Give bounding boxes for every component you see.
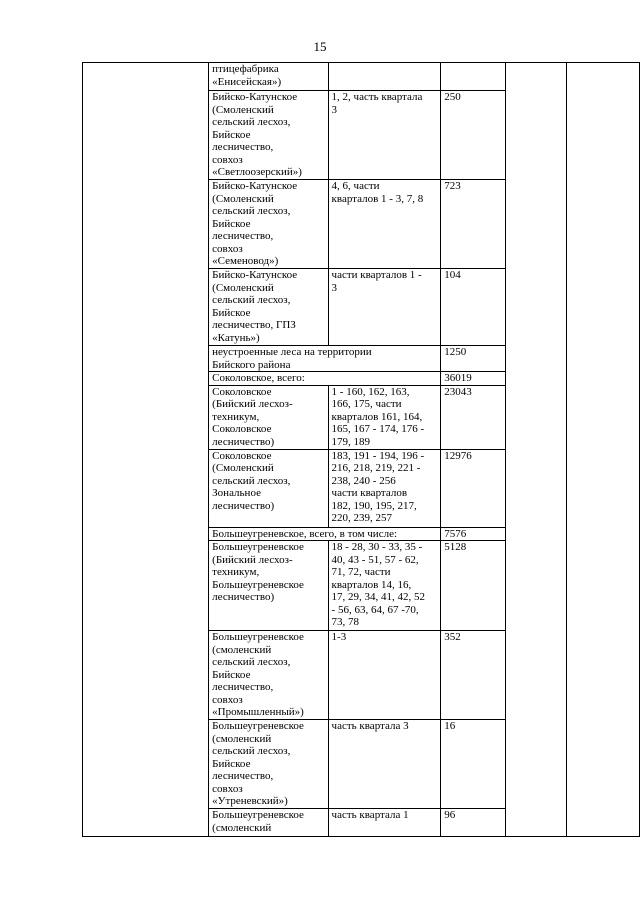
table-cell-area: 23043 — [441, 385, 506, 449]
table-cell-forest-name: неустроенные леса на территории Бийского района — [209, 346, 441, 372]
table-cell-area: 352 — [441, 631, 506, 720]
table-cell-area: 250 — [441, 91, 506, 180]
table-cell-forest-name: Большеугреневское (смоленский — [209, 809, 328, 837]
table-cell-forest-name: птицефабрика «Енисейская») — [209, 63, 328, 91]
table-cell-area: 36019 — [441, 372, 506, 386]
table-cell-area: 7576 — [441, 527, 506, 541]
table-cell-quarters: 18 - 28, 30 - 33, 35 - 40, 43 - 51, 57 - 62, 71, 72, части кварталов 14, 16, 17, 29, 34, 41, 42, 52 - 56, 63, 64, 67 -70, 73, 78 — [328, 541, 441, 631]
table-cell-area: 12976 — [441, 449, 506, 527]
table-cell-forest-name: Большеугреневское, всего, в том числе: — [209, 527, 441, 541]
table-cell-quarters — [328, 63, 441, 91]
left-empty-cell — [83, 63, 209, 837]
table-cell-area: 96 — [441, 809, 506, 837]
table-cell-quarters: 1-3 — [328, 631, 441, 720]
table-cell-quarters: часть квартала 1 — [328, 809, 441, 837]
table-cell-area: 1250 — [441, 346, 506, 372]
table-cell-quarters: части кварталов 1 - 3 — [328, 269, 441, 346]
table-cell-forest-name: Бийско-Катунское (Смоленский сельский лесхоз, Бийское лесничество, совхоз «Светлоозерский») — [209, 91, 328, 180]
table-cell-forest-name: Большеугреневское (смоленский сельский лесхоз, Бийское лесничество, совхоз «Промышленный») — [209, 631, 328, 720]
page-number: 15 — [313, 39, 327, 54]
table-cell-forest-name: Большеугреневское (смоленский сельский лесхоз, Бийское лесничество, совхоз «Утреневский») — [209, 720, 328, 809]
table-cell-area: 16 — [441, 720, 506, 809]
table-cell-forest-name: Большеугреневское (Бийский лесхоз- техникум, Большеугреневское лесничество) — [209, 541, 328, 631]
table-cell-area — [441, 63, 506, 91]
table-cell-quarters: часть квартала 3 — [328, 720, 441, 809]
right-empty-cell — [566, 63, 639, 837]
table-cell-quarters: 4, 6, части кварталов 1 - 3, 7, 8 — [328, 180, 441, 269]
table-row — [83, 63, 640, 91]
table-cell-forest-name: Соколовское (Бийский лесхоз- техникум, Соколовское лесничество) — [209, 385, 328, 449]
table-cell-quarters: 183, 191 - 194, 196 - 216, 218, 219, 221 - 238, 240 - 256 части кварталов 182, 190, 195, 217, 220, 239, 257 — [328, 449, 441, 527]
table-cell-forest-name: Бийско-Катунское (Смоленский сельский лесхоз, Бийское лесничество, совхоз «Семеновод») — [209, 180, 328, 269]
empty-column-cell — [505, 63, 566, 837]
table-cell-forest-name: Бийско-Катунское (Смоленский сельский лесхоз, Бийское лесничество, ГПЗ «Катунь») — [209, 269, 328, 346]
table-cell-area: 104 — [441, 269, 506, 346]
table-cell-forest-name: Соколовское, всего: — [209, 372, 441, 386]
table-cell-area: 723 — [441, 180, 506, 269]
table-cell-forest-name: Соколовское (Смоленский сельский лесхоз, Зональное лесничество) — [209, 449, 328, 527]
table-cell-area: 5128 — [441, 541, 506, 631]
table-cell-quarters: 1, 2, часть квартала 3 — [328, 91, 441, 180]
table-cell-quarters: 1 - 160, 162, 163, 166, 175, части кварталов 161, 164, 165, 167 - 174, 176 - 179, 189 — [328, 385, 441, 449]
forest-table — [82, 62, 640, 837]
